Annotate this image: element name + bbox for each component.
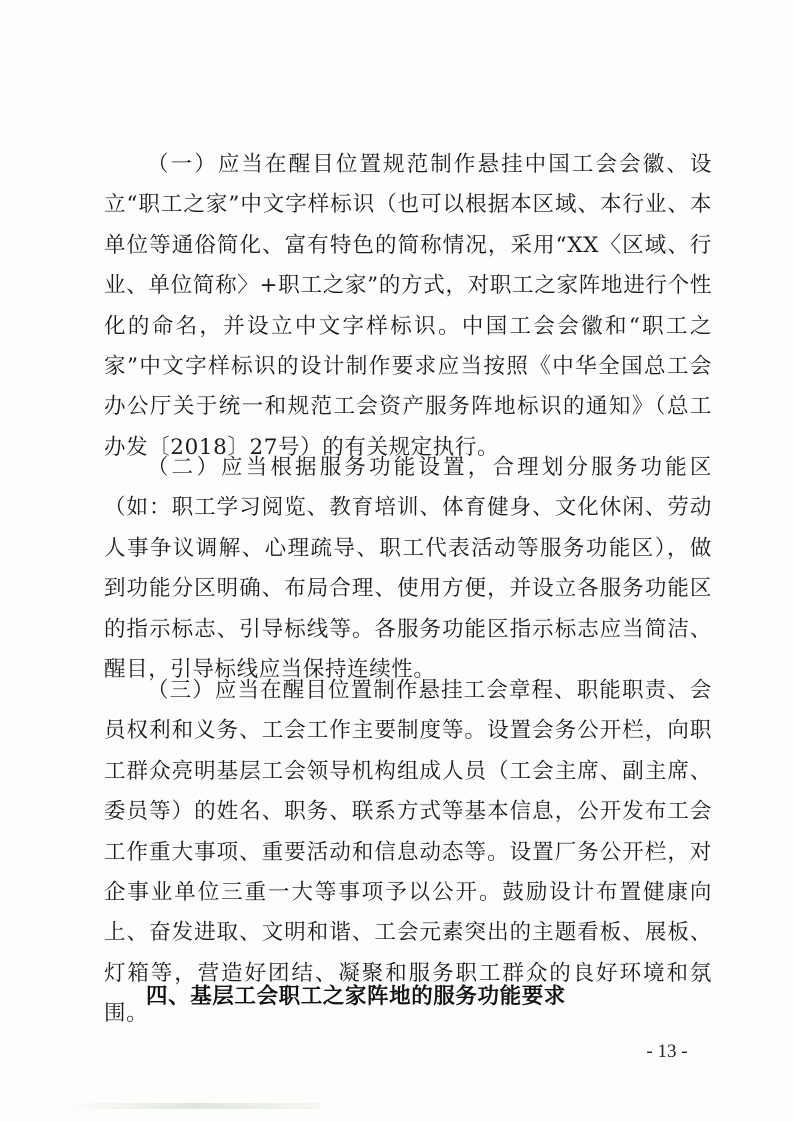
paragraph-2: （二）应当根据服务功能设置，合理划分服务功能区（如：职工学习阅览、教育培训、体育健身、文化休闲、劳动人事争议调解、心理疏导、职工代表活动等服务功能区），做到功能分区明确、布局合理、使用方便，并设立各服务功能区的指示标志、引导标线等。各服务功能区指示标志应当简洁、醒目，引导标线应当保持连续性。 bbox=[104, 455, 712, 683]
scan-artifact bbox=[70, 1103, 320, 1109]
paragraph-1: （一）应当在醒目位置规范制作悬挂中国工会会徽、设立“职工之家”中文字样标识（也可以根据本区域、本行业、本单位等通俗简化、富有特色的简称情况，采用“XX〈区域、行业、单位简称〉+职工之家”的方式，对职工之家阵地进行个性化的命名，并设立中文字样标识。中国工会会徽和“职工之家”中文字样标识的设计制作要求应当按照《中华全国总工会办公厅关于统一和规范工会资产服务阵地标识的通知》（总工办发〔2018〕27号）的有关规定执行。 bbox=[104, 152, 712, 460]
page-number: - 13 - bbox=[646, 1041, 688, 1062]
section-heading: 四、基层工会职工之家阵地的服务功能要求 bbox=[146, 984, 566, 1009]
paragraph-3: （三）应当在醒目位置制作悬挂工会章程、职能职责、会员权利和义务、工会工作主要制度等。设置会务公开栏，向职工群众亮明基层工会领导机构组成人员（工会主席、副主席、委员等）的姓名、职务、联系方式等基本信息，公开发布工会工作重大事项、重要活动和信息动态等。设置厂务公开栏，对企事业单位三重一大等事项予以公开。鼓励设计布置健康向上、奋发进取、文明和谐、工会元素突出的主题看板、展板、灯箱等，营造好团结、凝聚和服务职工群众的良好环境和氛围。 bbox=[104, 678, 712, 1027]
